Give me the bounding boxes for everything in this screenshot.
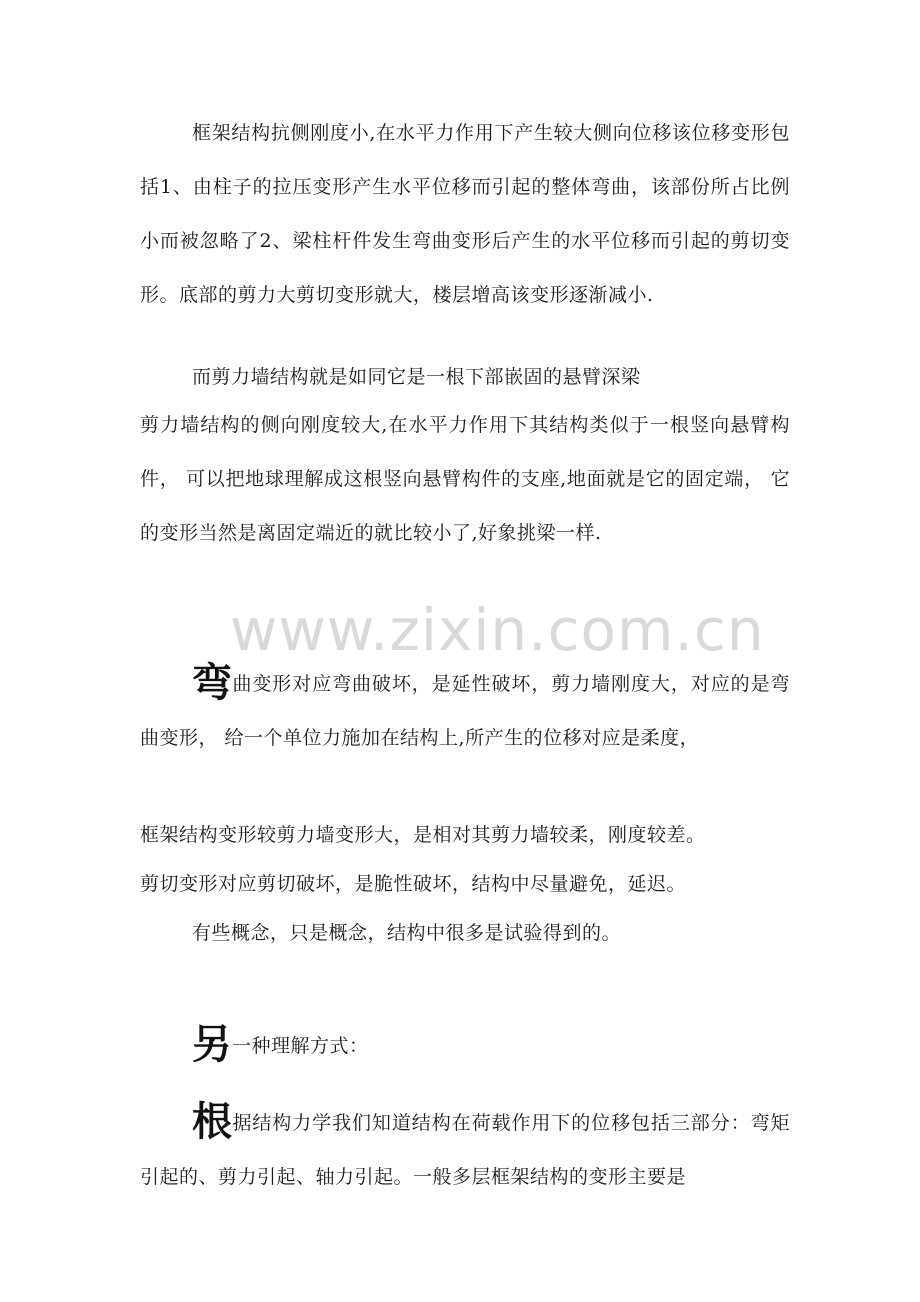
drop-cap: 根 [192,1099,233,1145]
paragraph-frame-vs-wall: 框架结构变形较剪力墙变形大，是相对其剪力墙较柔，刚度较差。 [140,824,706,846]
paragraph-shear-wall-stiffness: 剪力墙结构的侧向刚度较大,在水平力作用下其结构类似于一根竖向悬臂构件， 可以把地球理解成这根竖向悬臂构件的支座,地面就是它的固定端， 它的变形当然是离固定端近的就比较小了,好象挑梁一样. [140,414,790,544]
drop-cap: 另 [192,1022,232,1068]
paragraph-shear-deformation: 剪切变形对应剪切破坏，是脆性破坏，结构中尽量避免，延迟。 [140,873,687,895]
paragraph-structural-mechanics [140,1095,790,1204]
paragraph-shear-wall-analogy: 而剪力墙结构就是如同它是一根下部嵌固的悬臂深梁 [192,366,641,388]
watermark: www.zixin.com.cn [230,596,765,664]
paragraph-concepts: 有些概念，只是概念，结构中很多是试验得到的。 [192,922,622,944]
paragraph-frame-stiffness: 框架结构抗侧刚度小,在水平力作用下产生较大侧向位移该位移变形包括1、由柱子的拉压变形产生水平位移而引起的整体弯曲，该部份所占比例小而被忽略了2、梁柱杆件发生弯曲变形后产生的水平位移而引起的剪切变形。底部的剪力大剪切变形就大，楼层增高该变形逐渐减小. [140,122,790,306]
drop-cap: 弯 [192,660,233,706]
paragraph-another-way [140,1018,790,1073]
paragraph-bending-deformation [140,656,790,765]
paragraph-text: 一种理解方式： [232,1035,369,1057]
paragraph-text: 据结构力学我们知道结构在荷载作用下的位移包括三部分：弯矩引起的、剪力引起、轴力引起。一般多层框架结构的变形主要是 [140,1112,790,1188]
paragraph-text: 曲变形对应弯曲破坏，是延性破坏，剪力墙刚度大，对应的是弯曲变形， 给一个单位力施加在结构上,所产生的位移对应是柔度， [140,673,790,749]
